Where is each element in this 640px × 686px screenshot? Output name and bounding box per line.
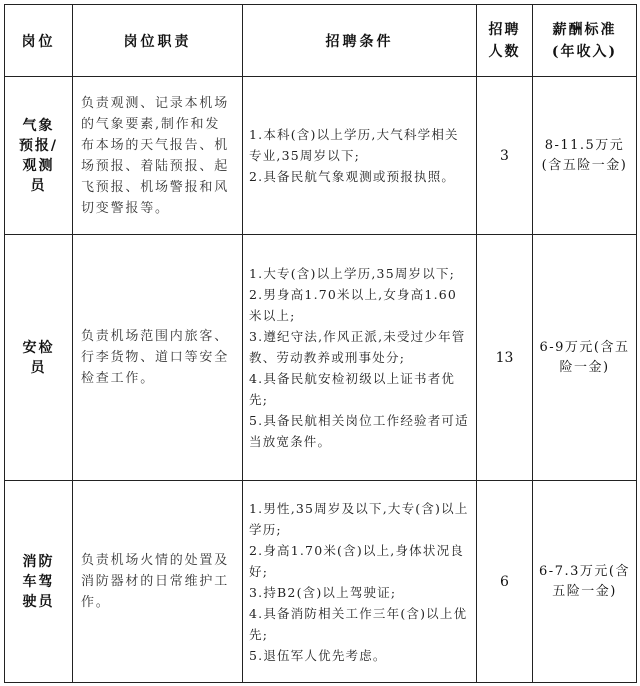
header-salary-line2: (年收入) xyxy=(551,43,618,60)
position-line: 员 xyxy=(30,177,47,194)
header-duties: 岗位职责 xyxy=(73,5,243,77)
position-line: 安检 xyxy=(22,339,55,356)
requirement-item: 4.具备民航安检初级以上证书者优先; xyxy=(249,371,456,407)
count-cell: 13 xyxy=(477,235,533,481)
header-salary-line1: 薪酬标准 xyxy=(552,21,617,38)
position-cell xyxy=(5,481,73,683)
header-row xyxy=(5,5,637,77)
requirement-item: 1.男性,35周岁及以下,大专(含)以上学历; xyxy=(249,500,469,537)
position-line: 车驾 xyxy=(22,573,55,590)
position-line: 预报/ xyxy=(18,137,59,154)
requirements-cell xyxy=(243,235,477,481)
salary-cell: 8-11.5万元(含五险一金) xyxy=(533,77,637,235)
position-line: 观测 xyxy=(22,157,55,174)
requirement-item: 4.具备消防相关工作三年(含)以上优先; xyxy=(249,605,468,642)
duties-cell: 负责机场火情的处置及消防器材的日常维护工作。 xyxy=(73,481,243,683)
position-line: 气象 xyxy=(22,117,55,134)
position-cell xyxy=(5,235,73,481)
requirements-cell xyxy=(243,77,477,235)
duties-cell: 负责观测、记录本机场的气象要素,制作和发布本场的天气报告、机场预报、着陆预报、起飞预报、机场警报和风切变警报等。 xyxy=(73,77,243,235)
requirement-item: 1.本科(含)以上学历,大气科学相关专业,35周岁以下; xyxy=(249,127,459,163)
table-row xyxy=(5,481,637,683)
position-line: 员 xyxy=(30,359,47,376)
requirement-item: 2.具备民航气象观测或预报执照。 xyxy=(249,169,456,184)
position-cell xyxy=(5,77,73,235)
header-count xyxy=(477,5,533,77)
requirement-item: 5.具备民航相关岗位工作经验者可适当放宽条件。 xyxy=(249,413,469,449)
recruitment-table xyxy=(4,4,637,683)
requirements-cell xyxy=(243,481,477,683)
header-count-line1: 招聘 xyxy=(488,21,521,38)
salary-cell: 6-9万元(含五险一金) xyxy=(533,235,637,481)
count-cell: 3 xyxy=(477,77,533,235)
salary-cell: 6-7.3万元(含五险一金) xyxy=(533,481,637,683)
header-position: 岗位 xyxy=(5,5,73,77)
duties-cell: 负责机场范围内旅客、行李货物、道口等安全检查工作。 xyxy=(73,235,243,481)
requirement-item: 3.持B2(含)以上驾驶证; xyxy=(249,584,397,600)
requirement-item: 5.退伍军人优先考虑。 xyxy=(249,647,387,663)
header-salary xyxy=(533,5,637,77)
requirement-item: 2.男身高1.70米以上,女身高1.60米以上; xyxy=(249,287,458,323)
table-row xyxy=(5,77,637,235)
count-cell: 6 xyxy=(477,481,533,683)
header-requirements: 招聘条件 xyxy=(243,5,477,77)
position-line: 消防 xyxy=(22,553,55,570)
table-row xyxy=(5,235,637,481)
header-count-line2: 人数 xyxy=(488,43,521,60)
position-line: 驶员 xyxy=(22,593,55,610)
requirement-item: 3.遵纪守法,作风正派,未受过少年管教、劳动教养或刑事处分; xyxy=(249,329,466,365)
requirement-item: 1.大专(含)以上学历,35周岁以下; xyxy=(249,266,456,281)
requirement-item: 2.身高1.70米(含)以上,身体状况良好; xyxy=(249,542,464,579)
